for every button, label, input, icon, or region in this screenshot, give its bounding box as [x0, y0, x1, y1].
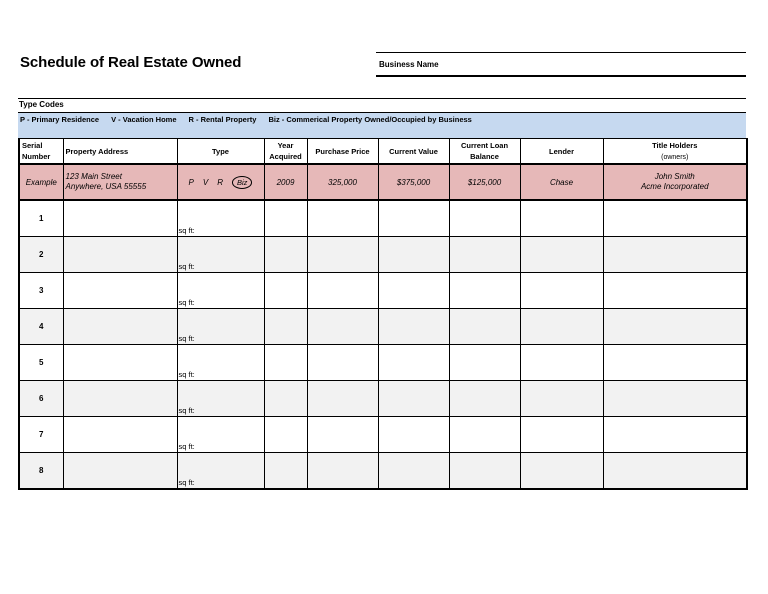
price-cell[interactable]	[307, 200, 378, 237]
year-cell[interactable]	[264, 417, 307, 453]
holders-cell[interactable]	[603, 309, 747, 345]
example-price: 325,000	[307, 164, 378, 200]
type-codes-list	[20, 115, 484, 124]
header-price: Purchase Price	[307, 139, 378, 165]
type-p: P	[188, 177, 194, 187]
year-cell[interactable]	[264, 273, 307, 309]
serial-number: 3	[19, 273, 63, 309]
type-cell[interactable]	[177, 453, 264, 490]
table-row	[19, 381, 747, 417]
address-cell[interactable]	[63, 200, 177, 237]
sqft-label: sq ft:	[178, 226, 195, 235]
serial-number: 4	[19, 309, 63, 345]
type-cell[interactable]	[177, 237, 264, 273]
type-codes-bar	[18, 112, 746, 138]
value-cell[interactable]	[378, 381, 449, 417]
type-code-item: P - Primary Residence	[20, 115, 100, 124]
value-cell[interactable]	[378, 200, 449, 237]
year-cell[interactable]	[264, 237, 307, 273]
sqft-label: sq ft:	[178, 442, 195, 451]
example-label: Example	[19, 164, 63, 200]
example-value: $375,000	[378, 164, 449, 200]
value-cell[interactable]	[378, 453, 449, 490]
year-cell[interactable]	[264, 345, 307, 381]
value-cell[interactable]	[378, 345, 449, 381]
price-cell[interactable]	[307, 345, 378, 381]
business-name-label: Business Name	[379, 60, 439, 69]
price-cell[interactable]	[307, 237, 378, 273]
holders-cell[interactable]	[603, 381, 747, 417]
address-cell[interactable]	[63, 381, 177, 417]
type-code-item: R - Rental Property	[188, 115, 257, 124]
table-row	[19, 345, 747, 381]
address-cell[interactable]	[63, 309, 177, 345]
value-cell[interactable]	[378, 417, 449, 453]
type-r: R	[217, 177, 224, 187]
loan-cell[interactable]	[449, 381, 520, 417]
holders-cell[interactable]	[603, 273, 747, 309]
sqft-label: sq ft:	[178, 334, 195, 343]
sqft-label: sq ft:	[178, 406, 195, 415]
example-address: 123 Main Street Anywhere, USA 55555	[63, 164, 177, 200]
loan-cell[interactable]	[449, 237, 520, 273]
header-serial: Serial Number	[19, 139, 63, 165]
holders-cell[interactable]	[603, 453, 747, 490]
loan-cell[interactable]	[449, 453, 520, 490]
holders-cell[interactable]	[603, 200, 747, 237]
holders-cell[interactable]	[603, 417, 747, 453]
year-cell[interactable]	[264, 381, 307, 417]
holders-cell[interactable]	[603, 237, 747, 273]
price-cell[interactable]	[307, 417, 378, 453]
holders-cell[interactable]	[603, 345, 747, 381]
address-cell[interactable]	[63, 417, 177, 453]
lender-cell[interactable]	[520, 345, 603, 381]
serial-number: 6	[19, 381, 63, 417]
lender-cell[interactable]	[520, 309, 603, 345]
value-cell[interactable]	[378, 237, 449, 273]
business-name-field[interactable]	[376, 52, 746, 77]
type-code-item: Biz - Commerical Property Owned/Occupied by Business	[268, 115, 472, 124]
lender-cell[interactable]	[520, 237, 603, 273]
sqft-label: sq ft:	[178, 298, 195, 307]
serial-number: 1	[19, 200, 63, 237]
serial-number: 8	[19, 453, 63, 490]
sqft-label: sq ft:	[178, 478, 195, 487]
type-cell[interactable]	[177, 345, 264, 381]
serial-number: 5	[19, 345, 63, 381]
table-row	[19, 273, 747, 309]
header-value: Current Value	[378, 139, 449, 165]
serial-number: 2	[19, 237, 63, 273]
header-loan: Current Loan Balance	[449, 139, 520, 165]
loan-cell[interactable]	[449, 309, 520, 345]
year-cell[interactable]	[264, 309, 307, 345]
page-title: Schedule of Real Estate Owned	[20, 54, 242, 71]
type-cell[interactable]	[177, 273, 264, 309]
type-cell[interactable]	[177, 309, 264, 345]
year-cell[interactable]	[264, 200, 307, 237]
lender-cell[interactable]	[520, 381, 603, 417]
type-code-item: V - Vacation Home	[111, 115, 177, 124]
table-row	[19, 309, 747, 345]
price-cell[interactable]	[307, 453, 378, 490]
example-type	[177, 164, 264, 200]
lender-cell[interactable]	[520, 273, 603, 309]
address-cell[interactable]	[63, 453, 177, 490]
example-holders: John Smith Acme Incorporated	[603, 164, 747, 200]
loan-cell[interactable]	[449, 200, 520, 237]
header-lender: Lender	[520, 139, 603, 165]
sqft-label: sq ft:	[178, 262, 195, 271]
loan-cell[interactable]	[449, 345, 520, 381]
address-cell[interactable]	[63, 345, 177, 381]
serial-number: 7	[19, 417, 63, 453]
type-codes-label: Type Codes	[19, 100, 64, 109]
table-row	[19, 237, 747, 273]
value-cell[interactable]	[378, 273, 449, 309]
value-cell[interactable]	[378, 309, 449, 345]
divider	[18, 98, 746, 99]
example-row	[19, 164, 747, 200]
price-cell[interactable]	[307, 381, 378, 417]
address-cell[interactable]	[63, 273, 177, 309]
real-estate-table	[18, 138, 748, 490]
price-cell[interactable]	[307, 273, 378, 309]
address-cell[interactable]	[63, 237, 177, 273]
table-row	[19, 200, 747, 237]
sqft-label: sq ft:	[178, 370, 195, 379]
type-biz-circled: Biz	[232, 176, 252, 189]
type-cell[interactable]	[177, 381, 264, 417]
year-cell[interactable]	[264, 453, 307, 490]
lender-cell[interactable]	[520, 453, 603, 490]
header-year: Year Acquired	[264, 139, 307, 165]
type-cell[interactable]	[177, 417, 264, 453]
header-holders: Title Holders (owners)	[603, 139, 747, 165]
header-type: Type	[177, 139, 264, 165]
loan-cell[interactable]	[449, 273, 520, 309]
lender-cell[interactable]	[520, 417, 603, 453]
loan-cell[interactable]	[449, 417, 520, 453]
example-lender: Chase	[520, 164, 603, 200]
header-row	[19, 139, 747, 165]
type-cell[interactable]	[177, 200, 264, 237]
table-row	[19, 417, 747, 453]
header-address: Property Address	[63, 139, 177, 165]
example-year: 2009	[264, 164, 307, 200]
type-v: V	[202, 177, 209, 187]
table-row	[19, 453, 747, 490]
example-loan: $125,000	[449, 164, 520, 200]
lender-cell[interactable]	[520, 200, 603, 237]
price-cell[interactable]	[307, 309, 378, 345]
